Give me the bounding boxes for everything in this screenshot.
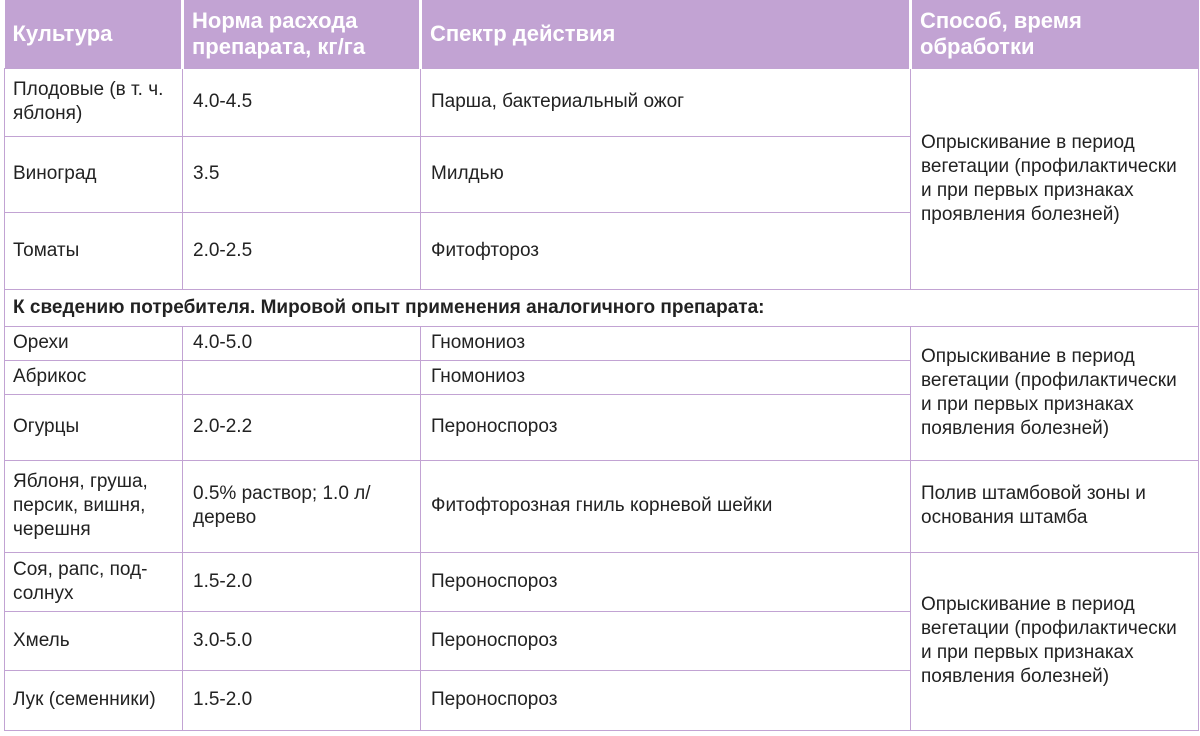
cell-rate: 0.5% раствор; 1.0 л/дерево <box>183 460 421 552</box>
cell-rate: 1.5-2.0 <box>183 670 421 730</box>
cell-rate: 1.5-2.0 <box>183 552 421 611</box>
cell-rate: 2.0-2.2 <box>183 394 421 460</box>
cell-spectrum: Парша, бактериальный ожог <box>421 68 911 136</box>
cell-spectrum: Пероноспороз <box>421 611 911 670</box>
cell-method: Опрыскивание в период вегетации (профилактически и при первых признаках появления болезней) <box>911 326 1199 460</box>
cell-method: Полив штамбовой зоны и основания штамба <box>911 460 1199 552</box>
cell-crop: Хмель <box>5 611 183 670</box>
cell-spectrum: Фитофторозная гниль корневой шейки <box>421 460 911 552</box>
table-row <box>5 68 1199 136</box>
application-table <box>4 0 1199 731</box>
cell-crop: Орехи <box>5 326 183 360</box>
cell-rate: 4.0-5.0 <box>183 326 421 360</box>
cell-method: Опрыскивание в период вегетации (профилактически и при первых признаках проявления болезней) <box>911 68 1199 289</box>
cell-rate <box>183 360 421 394</box>
header-spectrum: Спектр действия <box>421 0 911 68</box>
cell-spectrum: Пероноспороз <box>421 552 911 611</box>
cell-crop: Соя, рапс, под-солнух <box>5 552 183 611</box>
table-row <box>5 552 1199 611</box>
header-method: Способ, время обработки <box>911 0 1199 68</box>
table-body <box>5 68 1199 730</box>
header-rate: Норма расхода препарата, кг/га <box>183 0 421 68</box>
consumer-note: К сведению потребителя. Мировой опыт применения аналогичного препарата: <box>5 289 1199 326</box>
cell-rate: 2.0-2.5 <box>183 212 421 289</box>
cell-spectrum: Гномониоз <box>421 360 911 394</box>
cell-spectrum: Пероноспороз <box>421 394 911 460</box>
cell-spectrum: Гномониоз <box>421 326 911 360</box>
table-row <box>5 326 1199 360</box>
cell-method: Опрыскивание в период вегетации (профилактически и при первых признаках появления болезней) <box>911 552 1199 730</box>
cell-crop: Плодовые (в т. ч. яблоня) <box>5 68 183 136</box>
cell-rate: 3.5 <box>183 136 421 212</box>
table-row <box>5 460 1199 552</box>
cell-rate: 4.0-4.5 <box>183 68 421 136</box>
table-header <box>5 0 1199 68</box>
cell-spectrum: Милдью <box>421 136 911 212</box>
cell-crop: Томаты <box>5 212 183 289</box>
cell-crop: Яблоня, груша, персик, вишня, черешня <box>5 460 183 552</box>
cell-crop: Виноград <box>5 136 183 212</box>
cell-crop: Огурцы <box>5 394 183 460</box>
cell-crop: Лук (семенники) <box>5 670 183 730</box>
cell-crop: Абрикос <box>5 360 183 394</box>
header-crop: Культура <box>5 0 183 68</box>
cell-spectrum: Пероноспороз <box>421 670 911 730</box>
cell-rate: 3.0-5.0 <box>183 611 421 670</box>
note-row <box>5 289 1199 326</box>
cell-spectrum: Фитофтороз <box>421 212 911 289</box>
